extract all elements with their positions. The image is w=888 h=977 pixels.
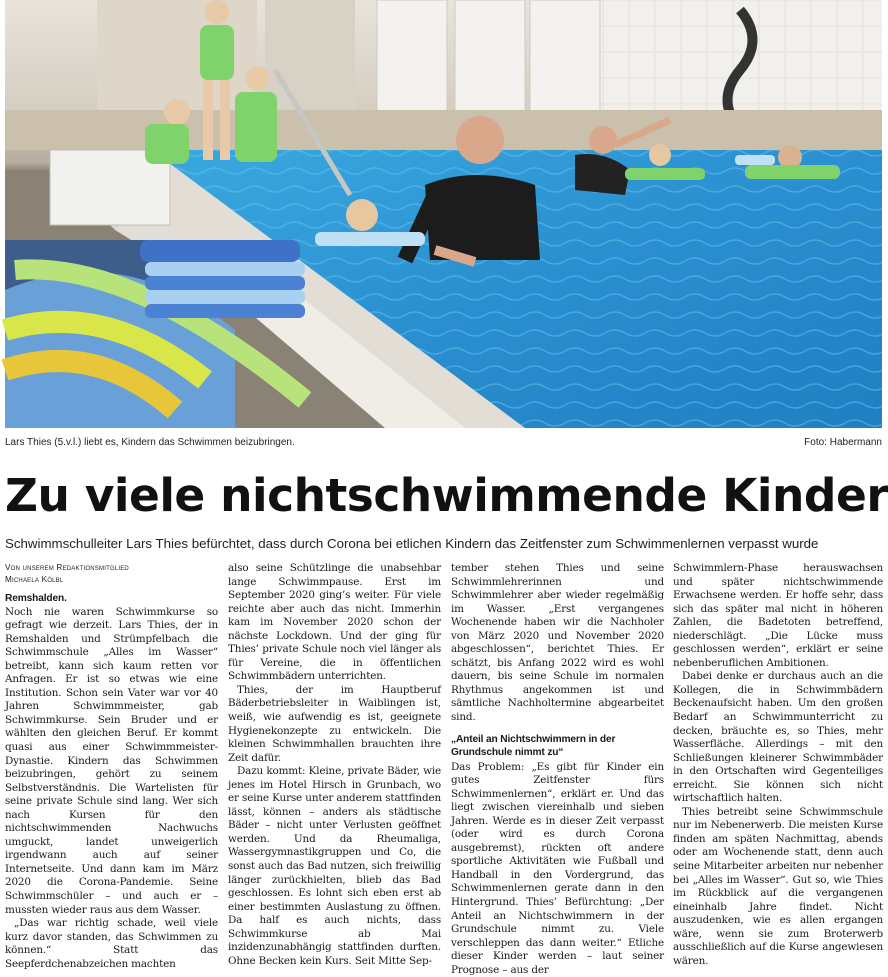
- photo-caption-row: [5, 437, 882, 451]
- paragraph: „Das war richtig schade, weil viele kurz davor standen, das Schwimmen zu können.“ Statt das Seepferdchenabzeichen machten: [5, 917, 218, 970]
- photo-credit: Foto: Habermann: [804, 437, 882, 448]
- paragraph: Thies betreibt seine Schwimmschule nur im Nebenerwerb. Die meisten Kurse finden am späten Nachmittag, abends oder am Wochenende statt, denn auch seine Mitarbeiter arbeiten nur nebenher bei „Alles im Wasser“. Gut so, wie Thies im Rückblick auf die vergangenen eineinhalb Jahre findet. Nicht auszudenken, wie es allen ergangen wäre, wenn sie zum Broterwerb ausschließlich auf die Kurse angewiesen wären.: [673, 805, 883, 967]
- swimming-lesson-photo: [5, 0, 882, 428]
- paragraph: Noch nie waren Schwimmkurse so gefragt wie derzeit. Lars Thies, der in Remshalden und Strümpfelbach die Schwimmschule „Alles im Wasser“ betreibt, kann sich kaum retten vor Anfragen. Er ist so etwas wie eine Institution. Schon sein Vater war vor 40 Jahren Schwimmmeister, gab Schwimmkurse. Sein Bruder und er wählten den gleichen Beruf. Er kommt quasi aus einer Schwimmmeister-Dynastie. Kindern das Schwimmen beizubringen, gehört zu seinem Selbstverständnis. Die Wartelisten für seine private Schule sind lang. Wer sich nach Kursen für den nichtschwimmenden Nachwuchs umguckt, landet unweigerlich irgendwann auch auf seiner Internetseite. Und dann kam im März 2020 die Corona-Pandemie. Seine Schwimmschüler – und auch er – mussten wieder raus aus dem Wasser.: [5, 605, 218, 916]
- article-column-1: [5, 562, 218, 971]
- headline: Zu viele nichtschwimmende Kinder: [5, 469, 888, 522]
- photo-caption: Lars Thies (5.v.l.) liebt es, Kindern das Schwimmen beizubringen.: [5, 437, 295, 448]
- article-column-2: [228, 562, 441, 968]
- paragraph: Dazu kommt: Kleine, private Bäder, wie jenes im Hotel Hirsch in Grunbach, wo er seine Kurse unter anderem stattfinden lässt, können – anders als städtische Bäder – nicht unter Verlusten geöffnet werden. Und da Rheumaliga, Wassergymnastikgruppen und Co, die sonst auch das Bad nutzen, sich freiwillig länger zurückhielten, blieb das Bad geschlossen. Es lohnt sich eben erst ab einer bestimmten Auslastung zu öffnen. Da half es auch nichts, dass Schwimmkurse ab Mai inzidenzunabhängig stattfinden durften. Ohne Becken kein Kurs. Seit Mitte Sep-: [228, 765, 441, 967]
- paragraph: tember stehen Thies und seine Schwimmlehrerinnen und Schwimmlehrer aber wieder regelmäßig im Wasser. „Erst vergangenes Wochenende haben wir die Nachholer von März 2020 und November 2020 abgeschlossen“, berichtet Thies. Er schätzt, bis Anfang 2022 wird es wohl dauern, bis seine Schule im normalen Rhythmus angekommen ist und sämtliche Nachholtermine abgearbeitet sind.: [451, 562, 664, 724]
- inline-subheading: „Anteil an Nichtschwimmern in der Grundschule nimmt zu“: [451, 733, 616, 759]
- paragraph: Schwimmlern-Phase herauswachsen und später nichtschwimmende Erwachsene werden. Er hoffe sehr, dass sich das später mal nicht in höheren Zahlen, die Badetoten betreffend, niederschlägt. „Die Lücke muss geschlossen werden“, erklärt er seine nebenberuflichen Ambitionen.: [673, 562, 883, 669]
- article-column-3: [451, 562, 664, 977]
- byline-2: Michaela Kölbl: [5, 575, 64, 584]
- paragraph: also seine Schützlinge die unabsehbar lange Schwimmpause. Erst im September 2020 ging’s weiter. Für viele reichte aber auch das nicht. Immerhin kam im November 2020 schon der nächste Lockdown. Und der ging für Thies’ private Schule noch viel länger als für Vereine, die in öffentlichen Schwimmbädern unterrichten.: [228, 562, 441, 683]
- paragraph: Dabei denke er durchaus auch an die Kollegen, die in Schwimmbädern Beckenaufsicht haben. Um den großen Bedarf an Schwimmunterricht zu decken, bräuchte es, so Thies, mehr Wasserfläche. Allerdings – mit den Schließungen kleinerer Schwimmbäder in den Ortschaften wird Gegenteiliges erreicht. Sie können sich nicht wirtschaftlich halten.: [673, 670, 883, 805]
- byline-1: Von unserem Redaktionsmitglied: [5, 563, 129, 572]
- paragraph: Das Problem: „Es gibt für Kinder ein gutes Zeitfenster fürs Schwimmenlernen“, erklärt er. Und das liegt zwischen viereinhalb und sieben Jahren. Werde es in dieser Zeit verpasst (oder wird es durch Corona ausgebremst), rückten oft andere sportliche Aktivitäten wie Fußball und Handball in den Vordergrund, das Schwimmenlernen gerate dann in den Hintergrund. Thies’ Befürchtung: „Der Anteil an Nichtschwimmern in der Grundschule nimmt zu. Viele verschleppen das dann weiter.“ Etliche dieser Kinder werden – laut seiner Prognose – aus der: [451, 760, 664, 976]
- article-column-4: [673, 562, 883, 968]
- subheadline: Schwimmschulleiter Lars Thies befürchtet, dass durch Corona bei etlichen Kindern das Zeitfenster zum Schwimmenlernen verpasst wurde: [5, 536, 819, 551]
- paragraph: Thies, der im Hauptberuf Bäderbetriebsleiter in Waiblingen ist, weiß, wie aufwendig es ist, geeignete Hygienekonzepte zu entwickeln. Die kleinen Schwimmhallen brauchten ihre Zeit dafür.: [228, 683, 441, 764]
- article-photo: [5, 0, 882, 428]
- dateline: Remshalden.: [5, 593, 67, 604]
